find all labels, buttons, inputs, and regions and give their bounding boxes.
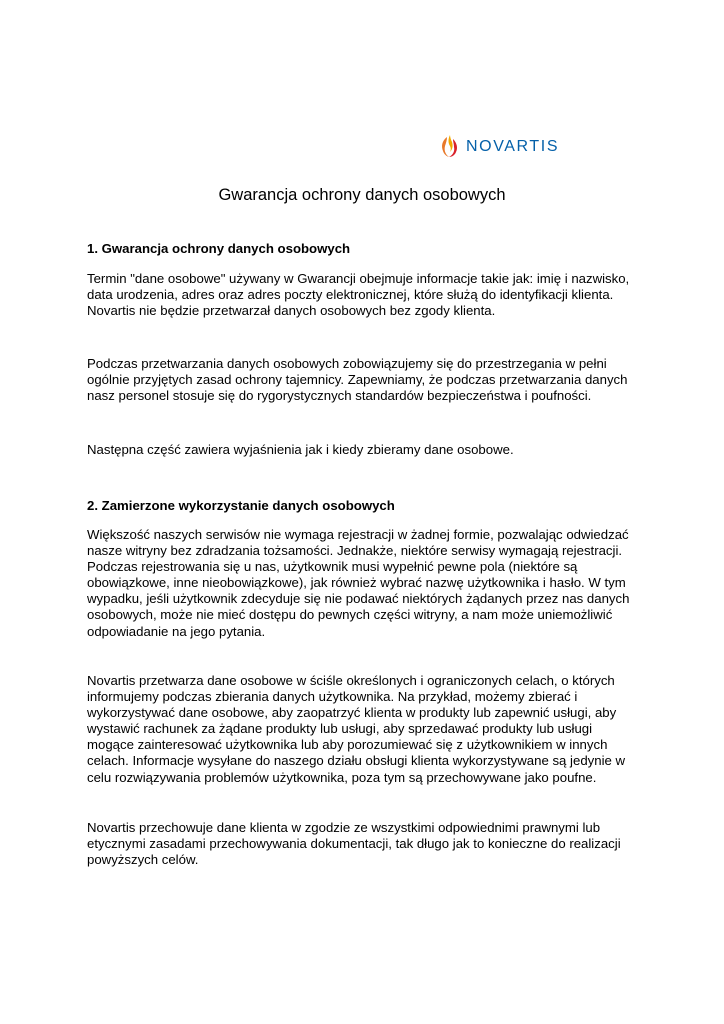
section-1-paragraph-2: Podczas przetwarzania danych osobowych zobowiązujemy się do przestrzegania w pełni ogólnie przyjętych zasad ochrony tajemnicy. Zapewniamy, że podczas przetwarzania danych nasz personel stosuje się do rygorystycznych standardów bezpieczeństwa i poufności.	[87, 356, 628, 404]
section-1-paragraph-1: Termin "dane osobowe" używany w Gwarancji obejmuje informacje takie jak: imię i nazwisko, data urodzenia, adres oraz adres poczty elektronicznej, które służą do identyfikacji klienta. Novartis nie będzie przetwarzał danych osobowych bez zgody klienta.	[87, 271, 630, 319]
section-1-heading: 1. Gwarancja ochrony danych osobowych	[87, 241, 351, 256]
section-2-paragraph-3: Novartis przechowuje dane klienta w zgodzie ze wszystkimi odpowiednimi prawnymi lub etycznymi zasadami przechowywania dokumentacji, tak długo jak to konieczne do realizacji powyższych celów.	[87, 820, 621, 868]
section-2-paragraph-2: Novartis przetwarza dane osobowe w ściśle określonych i ograniczonych celach, o których informujemy podczas zbierania danych użytkownika. Na przykład, możemy zbierać i wykorzystywać dane osobowe, aby zaopatrzyć klienta w produkty lub zapewnić usługi, aby wystawić rachunek za żądane produkty lub usługi, aby sprzedawać produkty lub usługi mogące zainteresować użytkownika lub aby porozumiewać się z użytkownikiem w innych celach. Informacje wysyłane do naszego działu obsługi klienta wykorzystywane są jedynie w celu rozwiązywania problemów użytkownika, poza tym są przechowywane jako poufne.	[87, 673, 626, 785]
section-2-heading: 2. Zamierzone wykorzystanie danych osobowych	[87, 498, 395, 513]
brand-name: NOVARTIS	[466, 138, 560, 155]
section-2-paragraph-1: Większość naszych serwisów nie wymaga rejestracji w żadnej formie, pozwalając odwiedzać nasze witryny bez zdradzania tożsamości. Jednakże, niektóre serwisy wymagają rejestracji. Podczas rejestrowania się u nas, użytkownik musi wypełnić pewne pola (niektóre są obowiązkowe, inne nieobowiązkowe), jak również wybrać nazwę użytkownika i hasło. W tym wypadku, jeśli użytkownik zdecyduje się nie podawać niektórych żądanych przez nas danych osobowych, może nie mieć dostępu do pewnych części witryny, a nam może uniemożliwić odpowiadanie na jego pytania.	[87, 527, 630, 639]
section-1-paragraph-3: Następna część zawiera wyjaśnienia jak i kiedy zbieramy dane osobowe.	[87, 442, 514, 457]
novartis-flame-icon	[438, 134, 460, 160]
document-title: Gwarancja ochrony danych osobowych	[218, 186, 506, 204]
novartis-logo	[438, 133, 559, 161]
